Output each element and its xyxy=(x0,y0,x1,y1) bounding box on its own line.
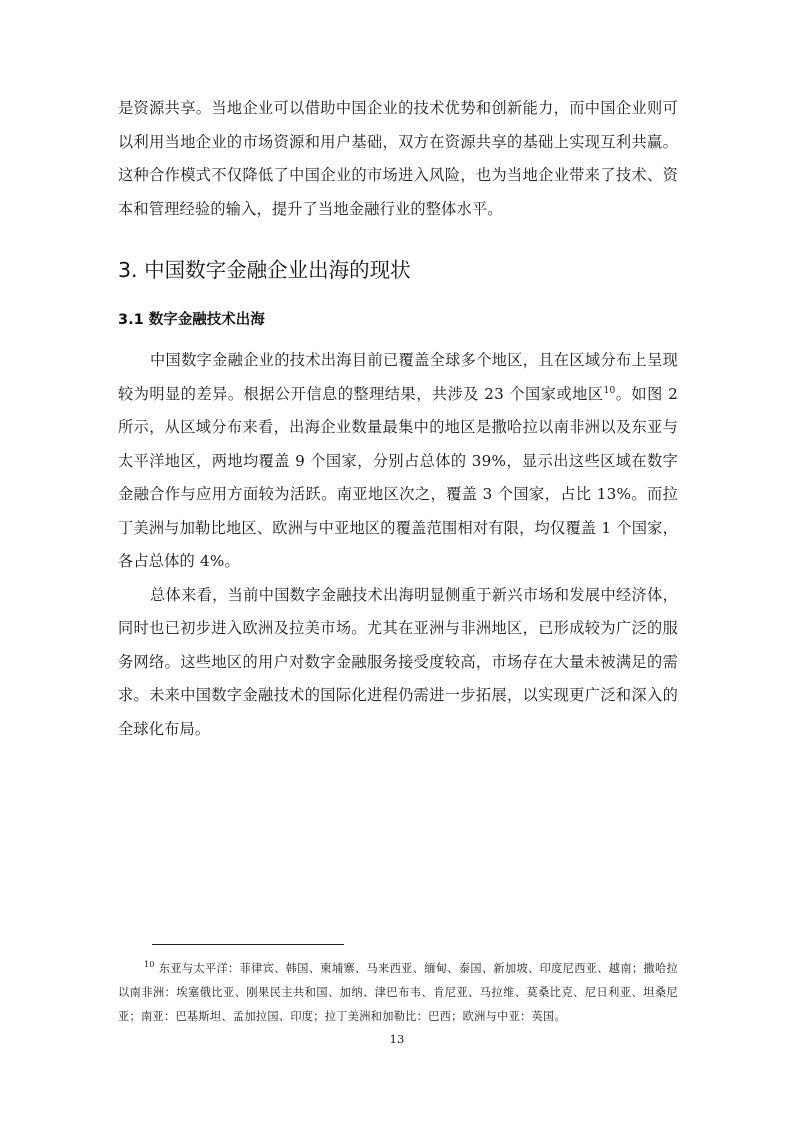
paragraph: 是资源共享。当地企业可以借助中国企业的技术优势和创新能力，而中国企业则可以利用当地企业的市场资源和用户基础，双方在资源共享的基础上实现互利共赢。这种合作模式不仅降低了中国企业的市场进入风险，也为当地企业带来了技术、资本和管理经验的输入，提升了当地金融行业的整体水平。 xyxy=(118,99,678,218)
page-number: 13 xyxy=(389,1032,405,1046)
footnote-reference[interactable]: 10 xyxy=(603,385,616,396)
paragraph-text: 。如图 2 所示，从区域分布来看，出海企业数量最集中的地区是撒哈拉以南非洲以及东亚与太平洋地区，两地均覆盖 9 个国家，分别占总体的 39%，显示出这些区域在数字金融合作与应用方面较为活跃。南亚地区次之，覆盖 3 个国家，占比 13%。而拉丁美洲与加勒比地区、欧洲与中亚地区的覆盖范围相对有限，均仅覆盖 1 个国家，各占总体的 4%。 xyxy=(118,384,678,570)
footnote-number: 10 xyxy=(144,960,155,970)
section-heading: 3. 中国数字金融企业出海的现状 xyxy=(118,258,411,282)
paragraph-text: 中国数字金融企业的技术出海目前已覆盖全球多个地区，且在区域分布上呈现较为明显的差异。根据公开信息的整理结果，共涉及 23 个国家或地区 xyxy=(118,351,678,403)
paragraph: 总体来看，当前中国数字金融技术出海明显侧重于新兴市场和发展中经济体，同时也已初步进入欧洲及拉美市场。尤其在亚洲与非洲地区，已形成较为广泛的服务网络。这些地区的用户对数字金融服务接受度较高，市场存在大量未被满足的需求。未来中国数字金融技术的国际化进程仍需进一步拓展，以实现更广泛和深入的全球化布局。 xyxy=(118,585,678,738)
subsection-heading: 3.1 数字金融技术出海 xyxy=(118,312,265,328)
footnote-separator xyxy=(152,944,344,945)
paragraph xyxy=(118,344,678,579)
footnote xyxy=(118,957,678,1029)
main-content xyxy=(118,92,678,746)
footnote-text: 东亚与太平洋：菲律宾、韩国、柬埔寨、马来西亚、缅甸、泰国、新加坡、印度尼西亚、越南；撒哈拉以南非洲：埃塞俄比亚、刚果民主共和国、加纳、津巴布韦、肯尼亚、马拉维、莫桑比克、尼日利亚、坦桑尼亚；南亚：巴基斯坦、孟加拉国、印度；拉丁美洲和加勒比：巴西；欧洲与中亚：英国。 xyxy=(118,962,678,1023)
